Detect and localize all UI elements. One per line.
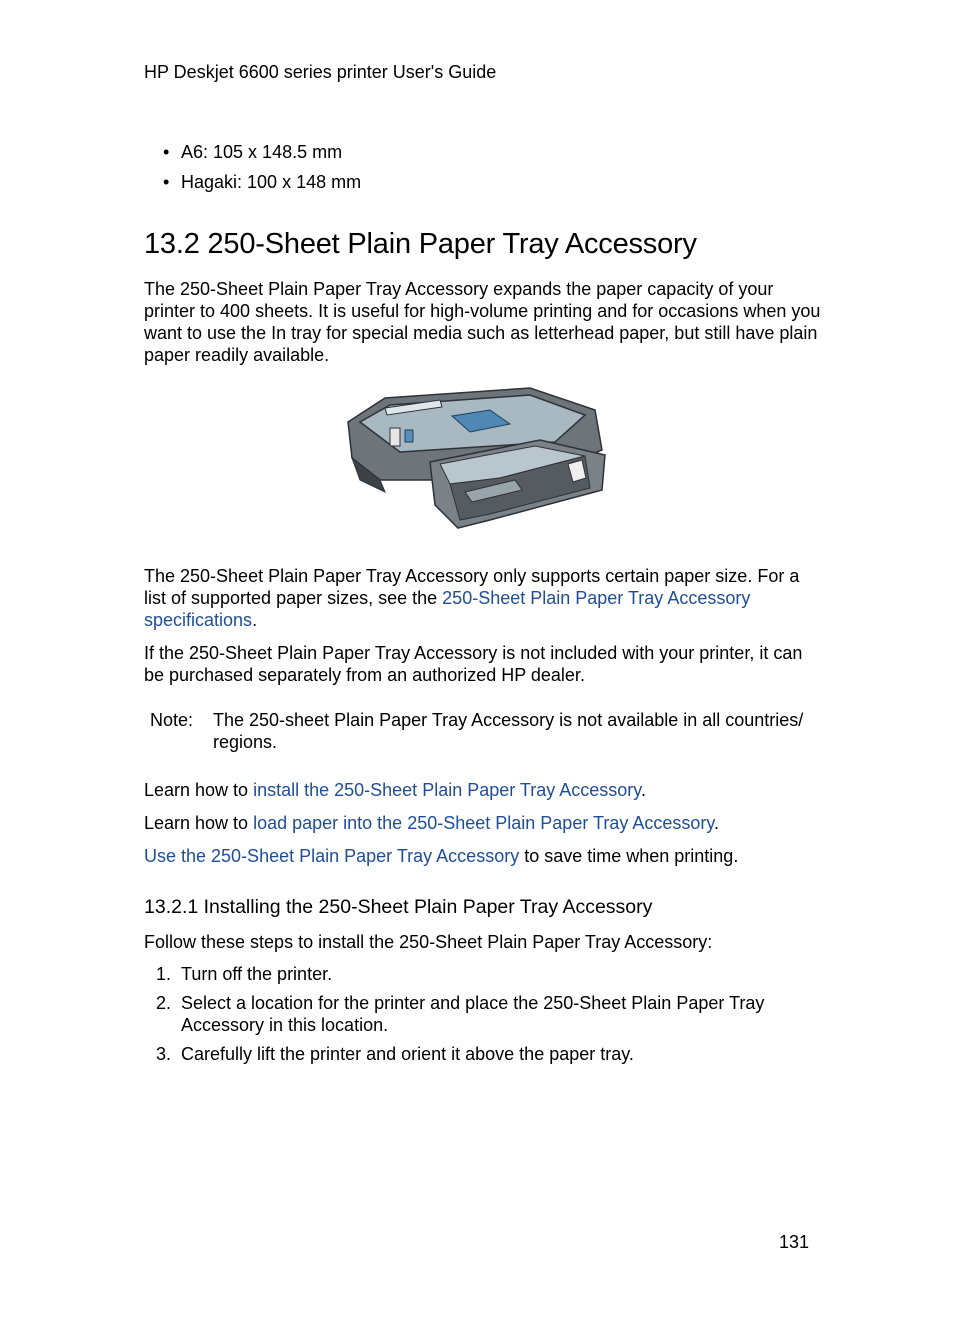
step-text: Turn off the printer. (181, 964, 333, 984)
purchase-paragraph: If the 250-Sheet Plain Paper Tray Accessory is not included with your printer, it can be purchased separately from an authorized HP dealer. (144, 643, 803, 685)
supported-sizes-paragraph (144, 565, 824, 631)
list-item-text: Hagaki: 100 x 148 mm (181, 172, 362, 192)
use-tray-link[interactable]: Use the 250-Sheet Plain Paper Tray Accessory (144, 846, 520, 866)
learn-load-paragraph (144, 812, 824, 834)
list-item (163, 171, 361, 201)
specifications-link[interactable]: 250-Sheet Plain Paper Tray Accessory specifications (144, 588, 751, 630)
subsection-heading: 13.2.1 Installing the 250-Sheet Plain Paper Tray Accessory (144, 896, 653, 918)
section-heading: 13.2 250-Sheet Plain Paper Tray Accessory (144, 228, 697, 260)
list-item (163, 141, 361, 171)
learn-install-suffix: . (640, 780, 646, 800)
page-number: 131 (779, 1232, 810, 1252)
list-item (144, 1043, 824, 1065)
paper-tray-icon (340, 380, 610, 535)
install-steps-list (144, 963, 824, 1072)
paper-tray-illustration (340, 380, 610, 535)
note-text: The 250-sheet Plain Paper Tray Accessory is not available in all countries/ regions. (213, 710, 804, 752)
running-header: HP Deskjet 6600 series printer User's Guide (144, 62, 497, 82)
load-paper-link[interactable]: load paper into the 250-Sheet Plain Paper Tray Accessory (253, 813, 715, 833)
step-number: 2. (156, 993, 172, 1013)
note-label: Note: (150, 710, 194, 730)
learn-install-paragraph (144, 779, 824, 801)
step-text: Select a location for the printer and place the 250-Sheet Plain Paper Tray Accessory in this location. (181, 993, 765, 1035)
bullet-icon: • (163, 172, 170, 192)
step-text: Carefully lift the printer and orient it above the paper tray. (181, 1044, 634, 1064)
section-intro: The 250-Sheet Plain Paper Tray Accessory expands the paper capacity of your printer to 400 sheets. It is useful for high-volume printing and for occasions when you want to use the In tray for special media such as letterhead paper, but still have plain paper readily available. (144, 279, 821, 365)
learn-install-prefix: Learn how to (144, 780, 254, 800)
use-tray-suffix: to save time when printing. (519, 846, 739, 866)
list-item-text: A6: 105 x 148.5 mm (181, 142, 343, 162)
step-number: 3. (156, 1044, 172, 1064)
step-number: 1. (156, 964, 172, 984)
install-tray-link[interactable]: install the 250-Sheet Plain Paper Tray Accessory (253, 780, 641, 800)
learn-load-prefix: Learn how to (144, 813, 254, 833)
bullet-icon: • (163, 142, 170, 162)
use-tray-paragraph (144, 845, 824, 867)
learn-load-suffix: . (714, 813, 720, 833)
paper-size-list (163, 141, 361, 201)
list-item (144, 992, 824, 1036)
subsection-intro: Follow these steps to install the 250-Sheet Plain Paper Tray Accessory: (144, 932, 713, 952)
supported-sizes-period: . (252, 610, 258, 630)
list-item (144, 963, 824, 985)
supported-sizes-text: The 250-Sheet Plain Paper Tray Accessory only supports certain paper size. For a list of supported paper sizes, see the (144, 566, 800, 608)
